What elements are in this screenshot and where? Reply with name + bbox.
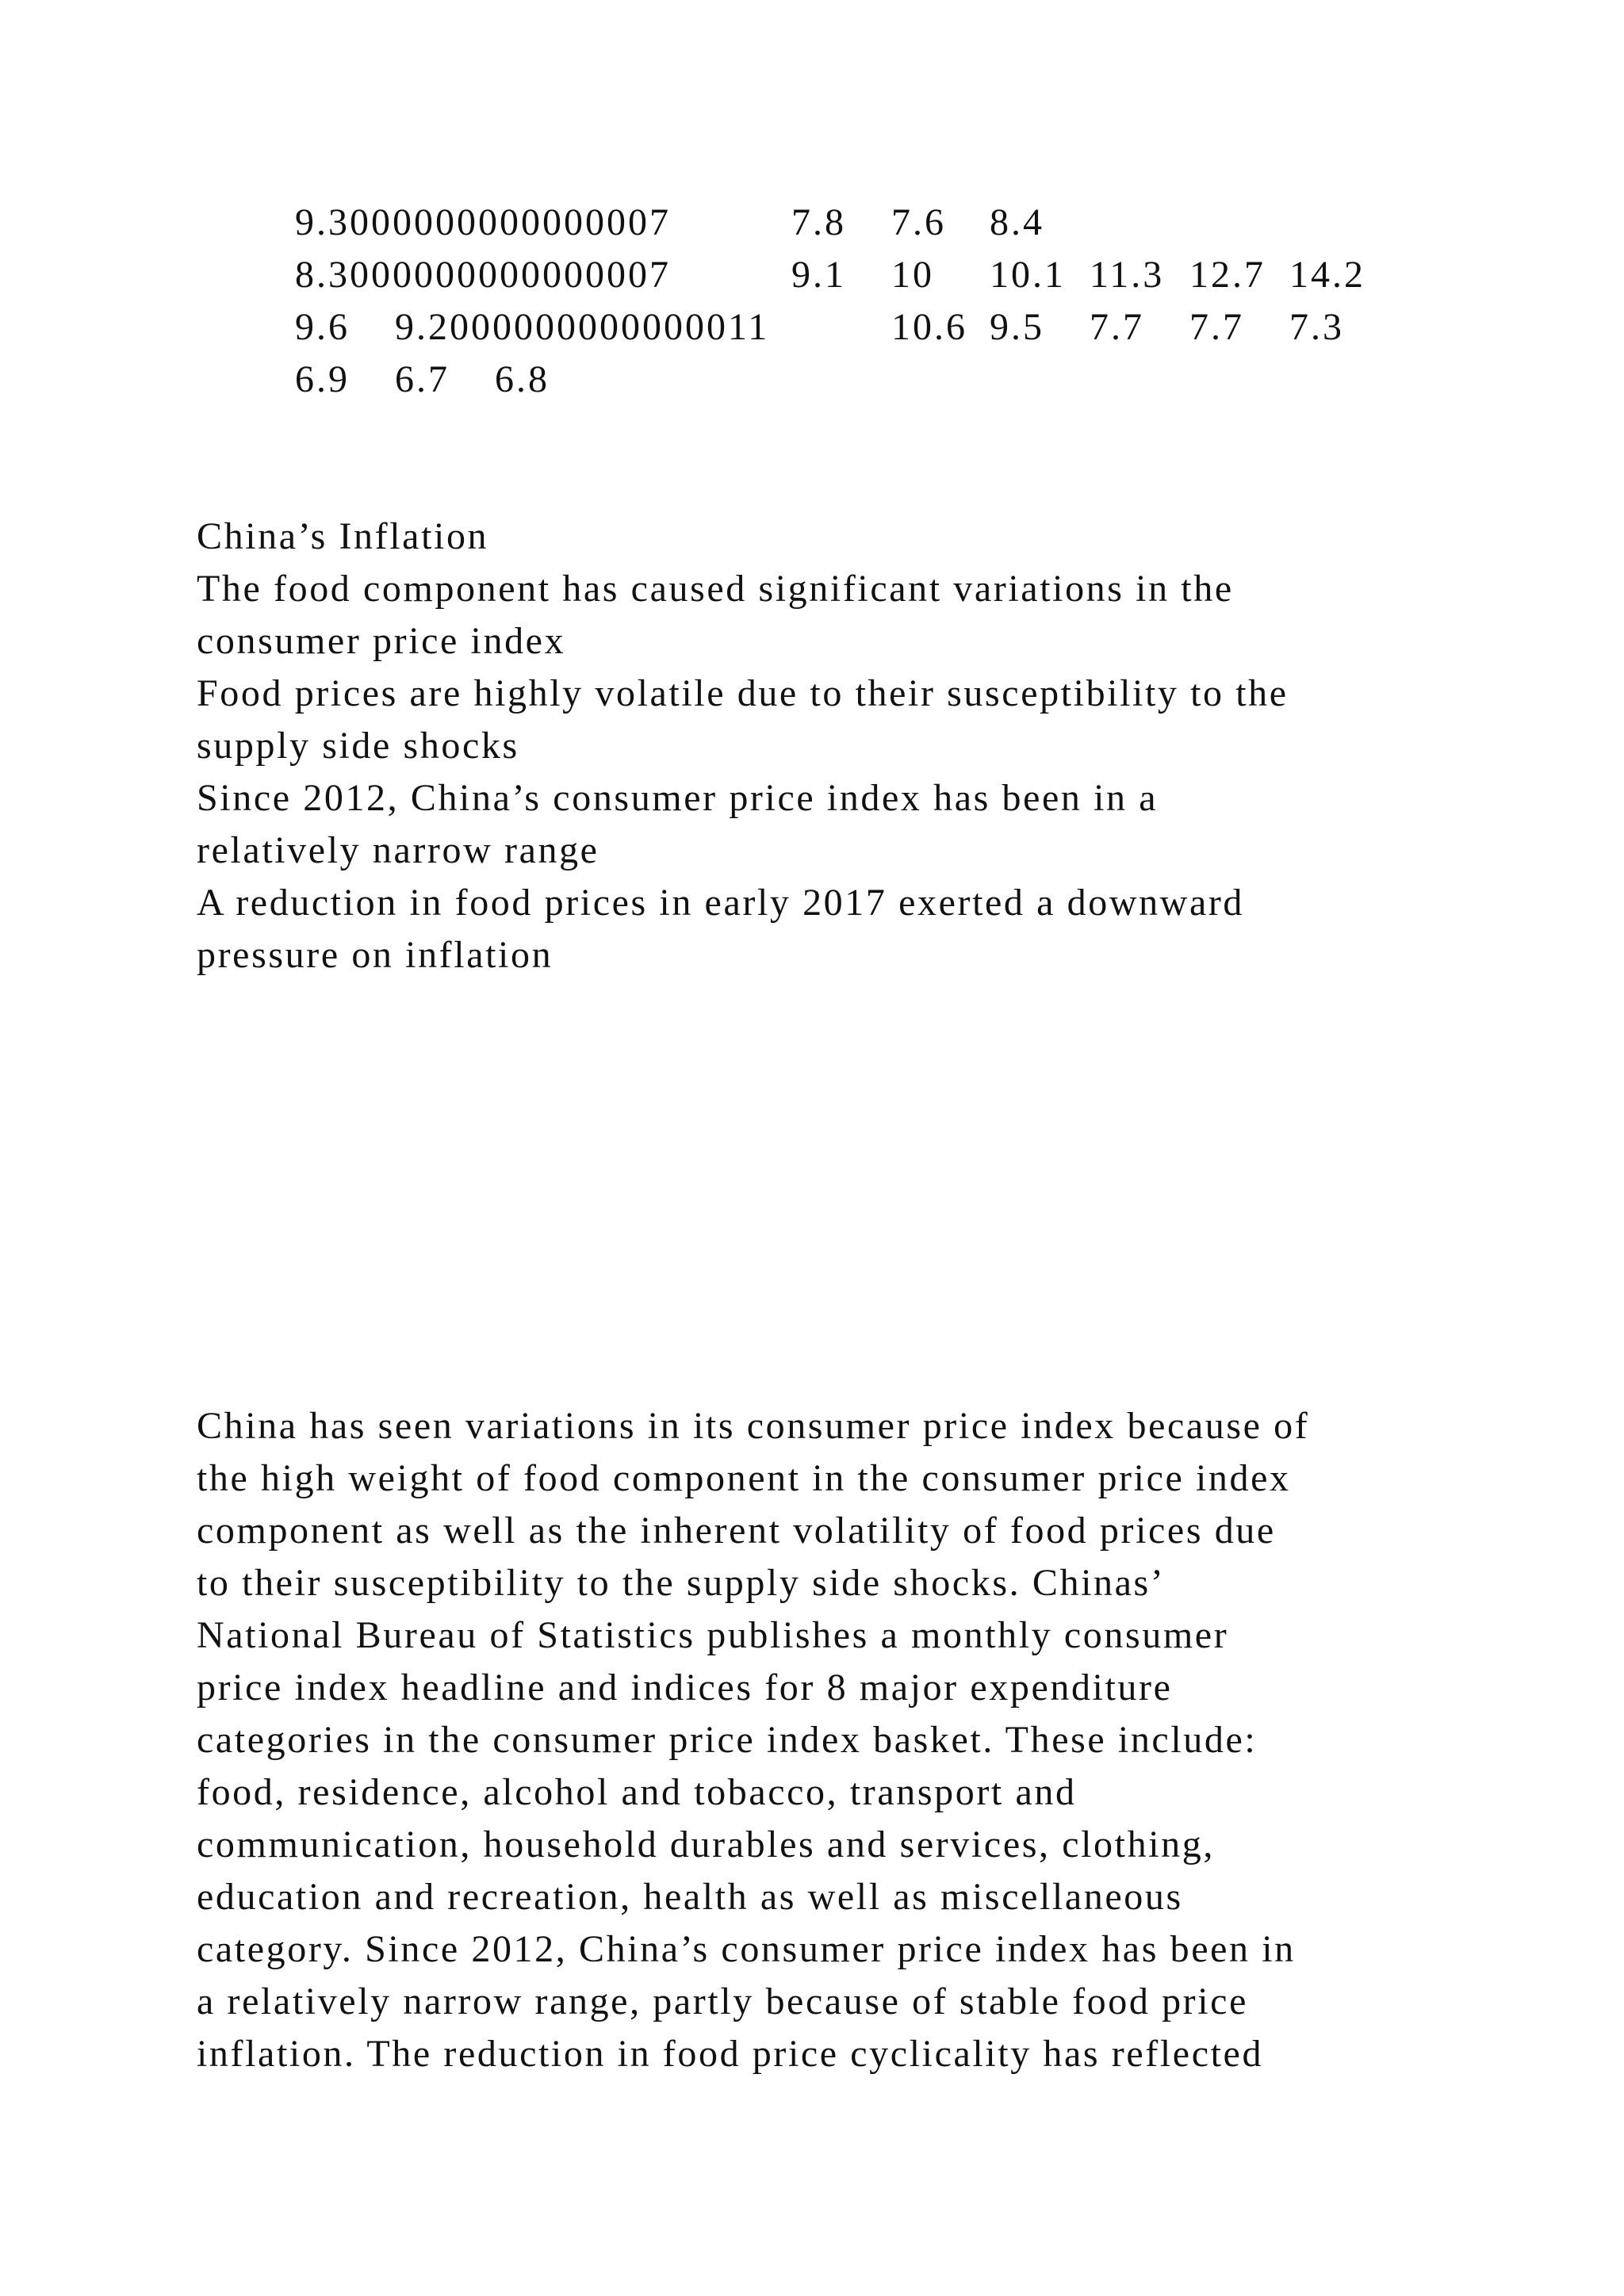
number-row (295, 197, 1044, 249)
bullet-line: pressure on inflation (197, 934, 553, 976)
paragraph-line: inflation. The reduction in food price cyclicality has reflected (197, 2033, 1264, 2075)
number-row (295, 301, 1344, 354)
bullet-line: The food component has caused significant variations in the (197, 568, 1234, 610)
number-cell: 7.7 (1090, 306, 1144, 348)
number-cell: 12.7 (1189, 254, 1266, 296)
bullet-line: Food prices are highly volatile due to their susceptibility to the (197, 672, 1289, 714)
number-cell: 8.3000000000000007 (295, 254, 671, 296)
bullet-line: A reduction in food prices in early 2017 exerted a downward (197, 882, 1245, 924)
number-cell: 6.9 (295, 358, 350, 400)
number-cell: 7.7 (1189, 306, 1244, 348)
paragraph-line: component as well as the inherent volatility of food prices due (197, 1510, 1276, 1552)
paragraph-line: a relatively narrow range, partly because of stable food price (197, 1980, 1248, 2022)
bullet-line: consumer price index (197, 620, 566, 662)
number-cell: 10 (891, 254, 934, 296)
paragraph-line: education and recreation, health as well as miscellaneous (197, 1876, 1183, 1918)
number-cell: 7.6 (891, 201, 946, 243)
number-cell: 6.8 (495, 358, 550, 400)
number-cell: 10.6 (891, 306, 967, 348)
paragraph-line: China has seen variations in its consumer price index because of (197, 1405, 1310, 1447)
paragraph-line: communication, household durables and services, clothing, (197, 1823, 1215, 1866)
bullet-line: supply side shocks (197, 725, 519, 767)
number-cell: 7.3 (1289, 306, 1344, 348)
number-cell: 9.6 (295, 306, 350, 348)
paragraph-line: the high weight of food component in the consumer price index (197, 1457, 1291, 1499)
number-row (295, 249, 1365, 301)
paragraph-line: National Bureau of Statistics publishes a monthly consumer (197, 1614, 1229, 1656)
number-cell: 9.1 (791, 254, 846, 296)
number-cell: 7.8 (791, 201, 846, 243)
number-cell: 6.7 (395, 358, 450, 400)
number-cell: 9.2000000000000011 (395, 306, 770, 348)
number-cell: 8.4 (990, 201, 1044, 243)
body-paragraph (197, 1400, 1465, 2080)
number-cell: 9.3000000000000007 (295, 201, 671, 243)
paragraph-line: food, residence, alcohol and tobacco, transport and (197, 1771, 1077, 1813)
number-cell: 10.1 (990, 254, 1066, 296)
number-row (295, 354, 550, 406)
bullet-line: relatively narrow range (197, 829, 599, 871)
slide-text (197, 511, 1465, 982)
number-cell: 9.5 (990, 306, 1044, 348)
slide-title: China’s Inflation (197, 515, 489, 557)
number-cell: 14.2 (1289, 254, 1365, 296)
paragraph-line: price index headline and indices for 8 major expenditure (197, 1667, 1173, 1709)
bullet-line: Since 2012, China’s consumer price index has been in a (197, 777, 1159, 819)
paragraph-line: to their susceptibility to the supply side shocks. Chinas’ (197, 1562, 1166, 1604)
paragraph-line: categories in the consumer price index basket. These include: (197, 1719, 1258, 1761)
paragraph-line: category. Since 2012, China’s consumer price index has been in (197, 1928, 1296, 1970)
number-cell: 11.3 (1090, 254, 1165, 296)
